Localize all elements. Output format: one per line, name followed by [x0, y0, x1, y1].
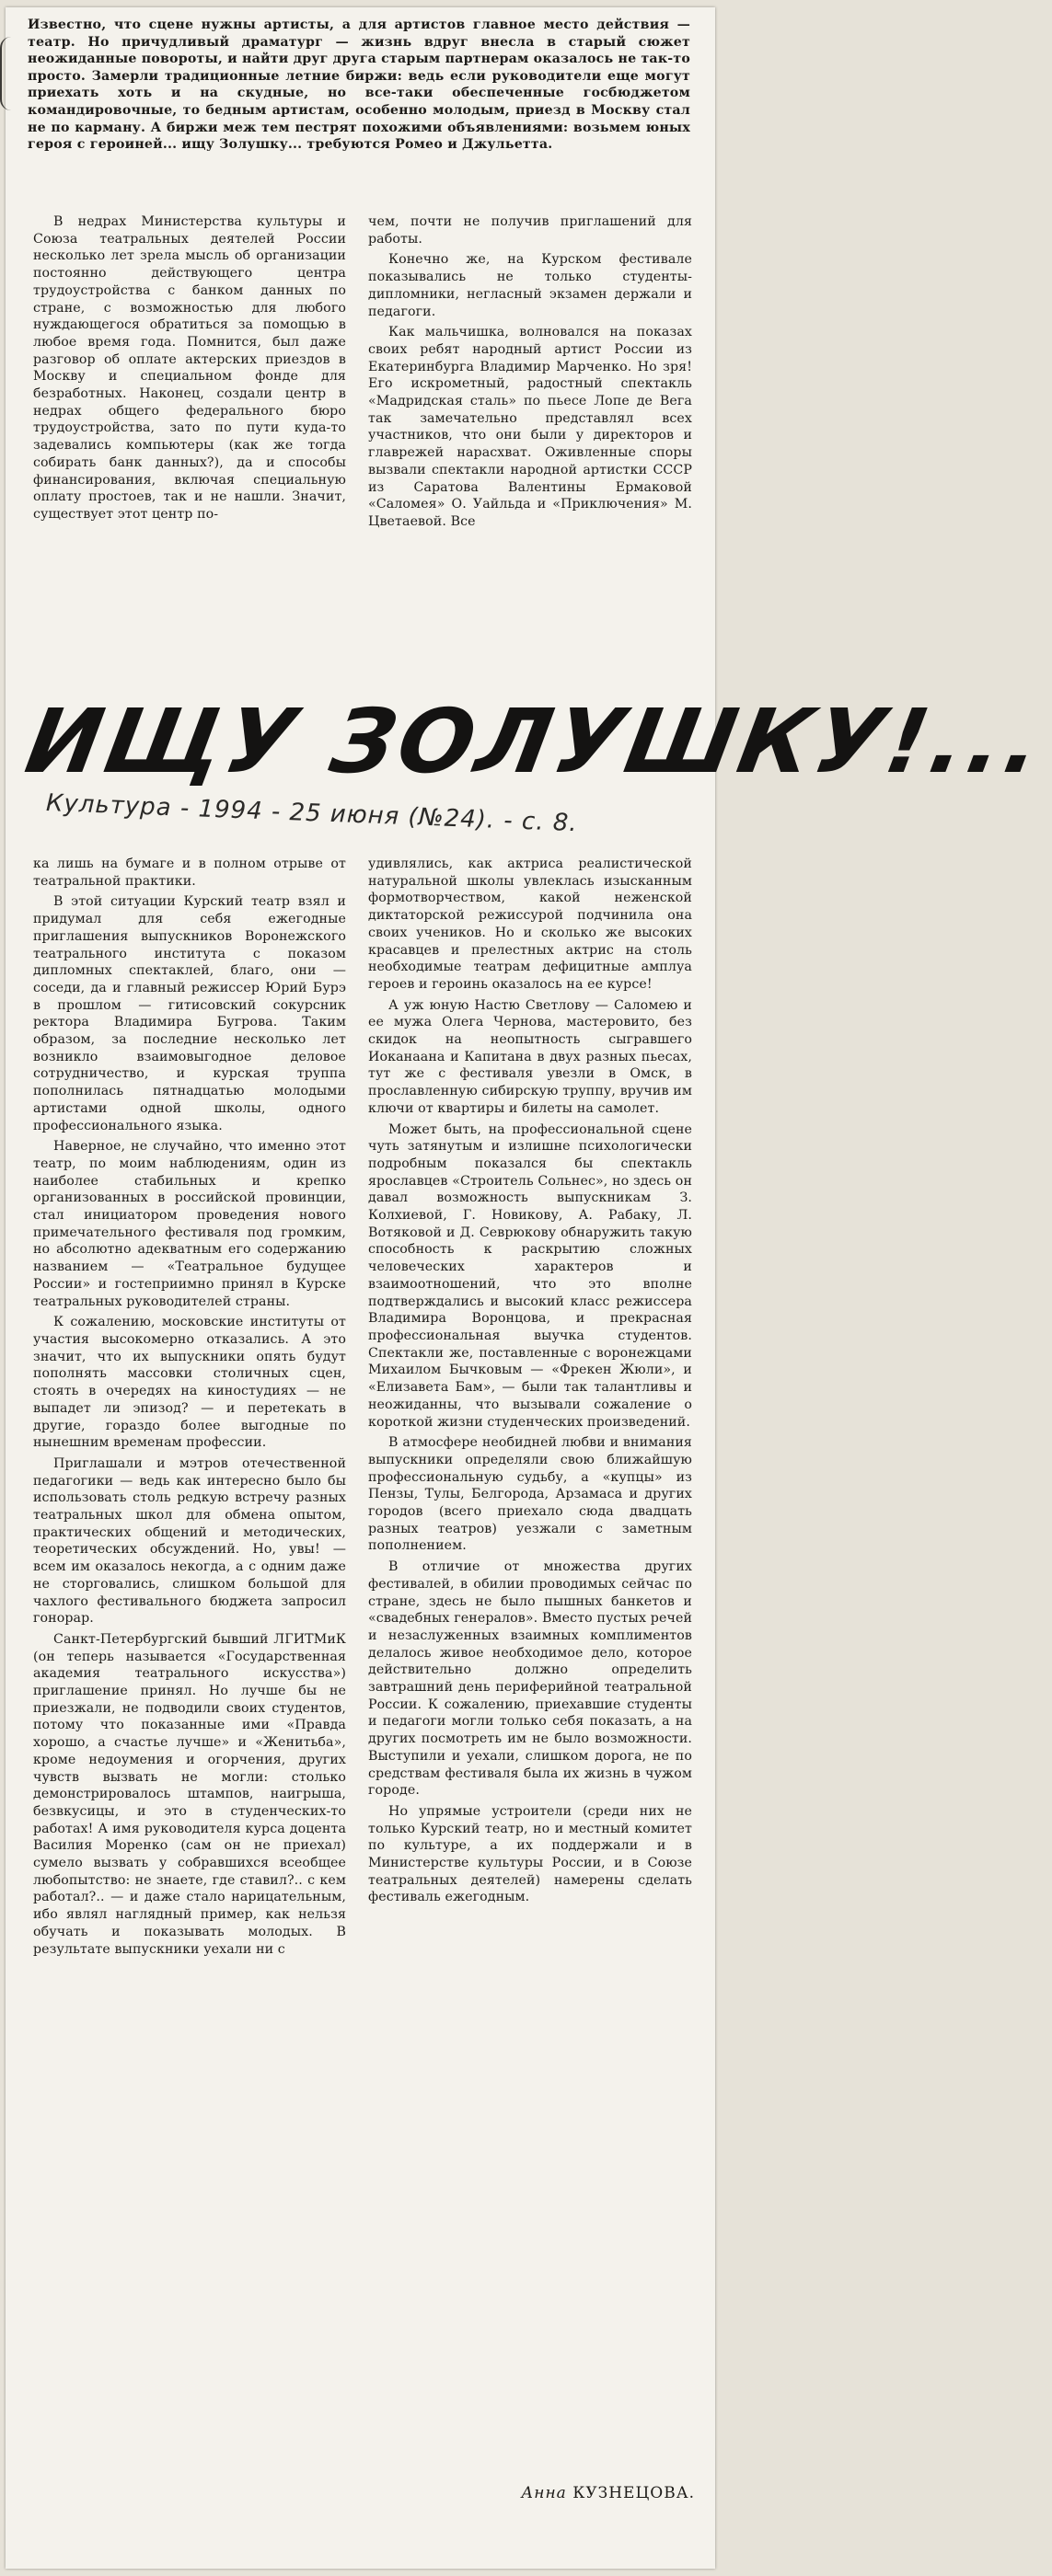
handwritten-source-note: Культура - 1994 - 25 июня (№24). - с. 8. [45, 789, 579, 838]
paragraph: К сожалению, московские институты от участия высокомерно отказались. А это значит, что их выпускники опять будут пополнять массовки столичных сцен, стоять в очередях на киностудиях — не выпадет ли эпизод? — и перетекать в другие, гораздо более выгодные по нынешним временам профессии. [33, 1315, 346, 1451]
paragraph: Приглашали и мэтров отечественной педагогики — ведь как интересно было бы использовать столь редкую встречу разных театральных школ для обмена опытом, практических общений и методических, теоретических обсуждений. Но, увы! — всем им оказалось некогда, а с одним даже не сторговались, слишком большой для чахлого фестивального бюджета запросил гонорар. [33, 1455, 346, 1627]
article-headline: ИЩУ ЗОЛУШКУ!... [18, 690, 1052, 793]
paragraph: В этой ситуации Курский театр взял и придумал для себя ежегодные приглашения выпускников Воронежского театрального института с показом дипломных спектаклей, благо, они — соседи, да и главный режиссер Юрий Бурэ в прошлом — гитисовский сокурсник ректора Владимира Бугрова. Таким образом, за последние несколько лет возникло взаимовыгодное деловое сотрудничество, и курская труппа пополнилась пятнадцатью молодыми артистами одной школы, одного профессионального языка. [33, 894, 346, 1133]
paragraph: В недрах Министерства культуры и Союза театральных деятелей России несколько лет зрела мысль об организации постоянно действующего центра трудоустройства с банком данных по стране, с возможностью для любого нуждающегося обратиться за помощью в любое время года. Помнится, был даже разговор об оплате актерских приездов в Москву и специальном фонде для безработных. Наконец, создали центр в недрах общего федерального бюро трудоустройства, зато по пути куда-то задевались компьютеры (как же тогда собирать банк данных?), да и способы финансирования, включая специальную оплату простоев, так и не нашли. Значит, существует этот центр по- [33, 214, 346, 522]
upper-left-column [33, 213, 346, 523]
author-signature [419, 2484, 695, 2502]
lower-right-column [368, 856, 692, 1906]
paragraph: А уж юную Настю Светлову — Саломею и ее мужа Олега Чернова, мастеровито, без скидок на неопытность сыгравшего Иоканаана и Капитана в двух разных пьесах, тут же с фестиваля увезли в Омск, в прославленную сибирскую труппу, вручив им ключи от квартиры и билеты на самолет. [368, 997, 692, 1116]
author-last-name: КУЗНЕЦОВА. [572, 2484, 695, 2502]
lower-left-column [33, 856, 346, 1958]
paragraph: Конечно же, на Курском фестивале показывались не только студенты-дипломники, негласный экзамен держали и педагоги. [368, 252, 692, 319]
paragraph: В отличие от множества других фестивалей, в обилии проводимых сейчас по стране, здесь не было пышных банкетов и «свадебных генералов». Вместо пустых речей и незаслуженных взаимных комплиментов делалось живое необходимое дело, которое действительно должно определить завтрашний день периферийной театральной России. К сожалению, приехавшие студенты и педагоги могли только себя показать, а на других посмотреть им не было возможности. Выступили и уехали, слишком дорога, не по средствам фестиваля была их жизнь в чужом городе. [368, 1559, 692, 1799]
paragraph: Но упрямые устроители (среди них не только Курский театр, но и местный комитет по культуре, а их поддержали и в Министерстве культуры России, и в Союзе театральных деятелей) намерены сделать фестиваль ежегодным. [368, 1803, 692, 1905]
paragraph: В атмосфере необидней любви и внимания выпускники определяли свою ближайшую профессиональную судьбу, а «купцы» из Пензы, Тулы, Белгорода, Арзамаса и других городов (всего приехало сюда двадцать разных театров) уезжали с заметным пополнением. [368, 1435, 692, 1554]
lead-paragraph: Известно, что сцене нужны артисты, а для артистов главное место действия — театр. Но причудливый драматург — жизнь вдруг внесла в старый сюжет неожиданные повороты, и найти друг друга старым партнерам оказалось не так-то просто. Замерли традиционные летние биржи: ведь если руководители еще могут приехать хоть и на скудные, но все-таки обеспеченные госбюджетом командировочные, то бедным артистам, особенно молодым, приезд в Москву стал не по карману. А биржи меж тем пестрят похожими объявлениями: возьмем юных героя с героиней... ищу Золушку... требуются Ромео и Джульетта. [28, 17, 691, 153]
paragraph: Санкт-Петербургский бывший ЛГИТМиК (он теперь называется «Государственная академия театрального искусства») приглашение принял. Но лучше бы не приезжали, не подводили своих студентов, потому что показанные ими «Правда хорошо, а счастье лучше» и «Женитьба», кроме недоумения и огорчения, других чувств вызвать не могли: столько демонстрировалось штампов, наигрыша, безвкусицы, и это в студенческих-то работах! А имя руководителя курса доцента Василия Моренко (сам он не приехал) сумело вызвать у собравшихся всеобщее любопытство: не знаете, где ставил?.. с кем работал?.. — и даже стало нарицательным, ибо являл наглядный пример, как нельзя обучать и показывать молодых. В результате выпускники уехали ни с [33, 1631, 346, 1957]
paragraph: Может быть, на профессиональной сцене чуть затянутым и излишне психологически подробным показался бы спектакль ярославцев «Строитель Сольнес», но здесь он давал возможность выпускникам З. Колхиевой, Г. Новикову, А. Рабаку, Л. Вотяковой и Д. Севрюкову обнаружить такую способность к раскрытию сложных человеческих характеров и взаимоотношений, что это вполне подтверждались и высокий класс режиссера Владимира Воронцова, и прекрасная профессиональная выучка студентов. Спектакли же, поставленные с воронежцами Михаилом Бычковым — «Фрекен Жюли», и «Елизавета Бам», — были так талантливы и неожиданны, что вызывали сожаление о короткой жизни студенческих произведений. [368, 1121, 692, 1430]
paragraph: удивлялись, как актриса реалистической натуральной школы увлеклась изысканным формотворчеством, какой неженской диктаторской режиссурой подчинила она своих учеников. Но и сколько же высоких красавцев и прелестных актрис на столь необходимые театрам дефицитные амплуа героев и героинь оказалось на ее курсе! [368, 857, 692, 992]
paragraph: ка лишь на бумаге и в полном отрыве от театральной практики. [33, 857, 346, 889]
paragraph: Наверное, не случайно, что именно этот театр, по моим наблюдениям, один из наиболее стабильных и крепко организованных в российской провинции, стал инициатором проведения нового примечательного фестиваля под громким, но абсолютно адекватным его содержанию названием — «Театральное будущее России» и гостеприимно принял в Курске театральных руководителей страны. [33, 1139, 346, 1309]
paragraph: Как мальчишка, волновался на показах своих ребят народный артист России из Екатеринбурга Владимир Марченко. Но зря! Его искрометный, радостный спектакль «Мадридская сталь» по пьесе Лопе де Вега так замечательно представлял всех участников, что они были у директоров и главрежей нарасхват. Оживленные споры вызвали спектакли народной артистки СССР из Саратова Валентины Ермаковой «Саломея» О. Уайльда и «Приключения» М. Цветаевой. Все [368, 325, 692, 529]
paragraph: чем, почти не получив приглашений для работы. [368, 214, 692, 247]
author-first-name: Анна [521, 2484, 567, 2502]
margin-pencil-mark [0, 37, 28, 110]
upper-right-column [368, 213, 692, 531]
